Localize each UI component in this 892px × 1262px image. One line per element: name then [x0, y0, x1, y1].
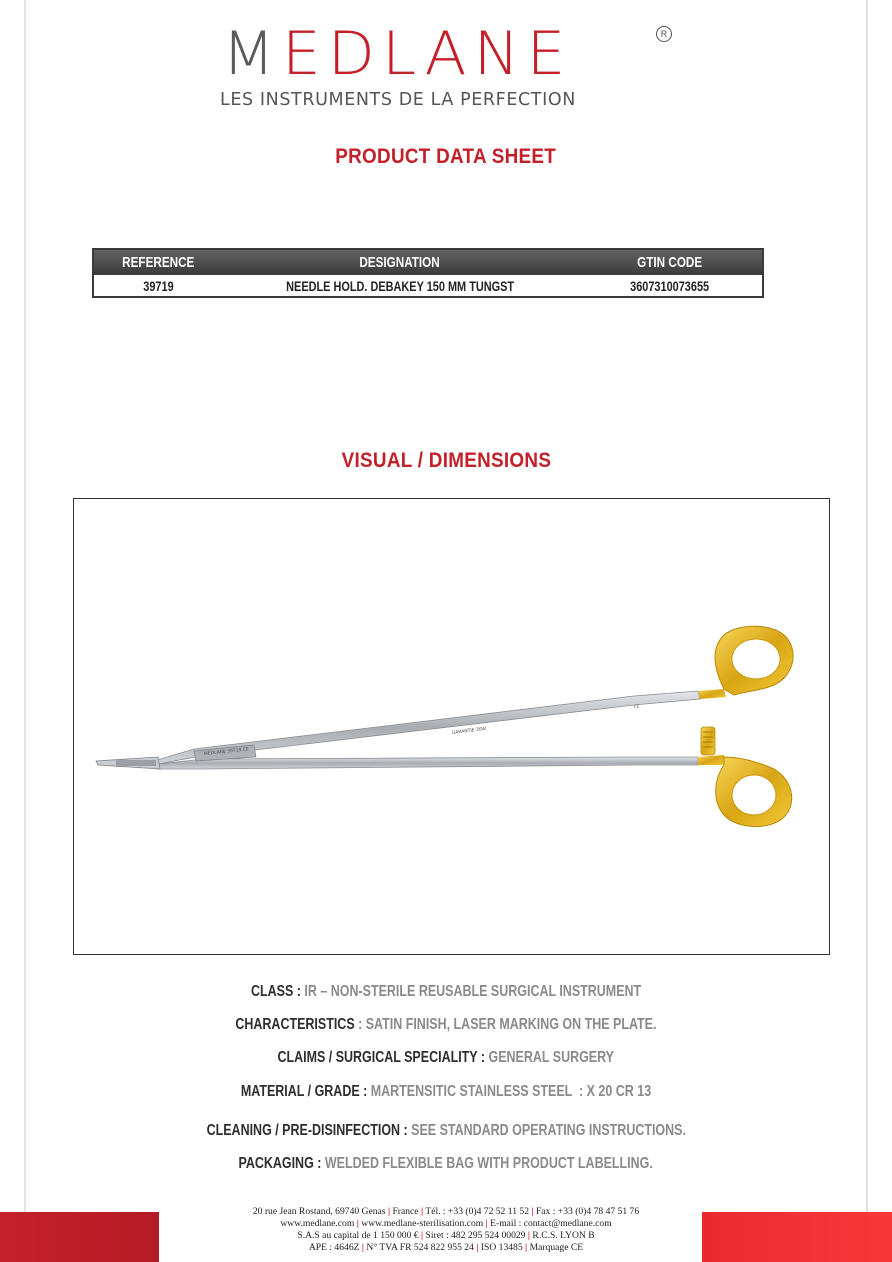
product-visual-frame [73, 498, 830, 955]
footer-legal-line: S.A.S au capital de 1 150 000 € | Siret : 482 295 524 00029 | R.C.S. LYON B [297, 1230, 595, 1241]
medlane-logo [220, 19, 680, 114]
spec-cleaning: CLEANING / PRE-DISINFECTION : SEE STANDARD OPERATING INSTRUCTIONS. [206, 1122, 686, 1139]
logo-wordmark-text: MEDLANE [222, 19, 573, 89]
visual-dimensions-title: VISUAL / DIMENSIONS [341, 449, 551, 472]
left-margin-line [24, 0, 26, 1262]
header-gtin-code: GTIN CODE [577, 249, 763, 275]
lower-jaw-arm [156, 757, 698, 769]
footer-web-line: www.medlane.com | www.medlane-sterilisation.com | E-mail : contact@medlane.com [280, 1218, 612, 1229]
laser-marking: MEDLANE 39719 CE [203, 747, 250, 757]
cell-gtin-code: 3607310073655 [629, 277, 709, 294]
cell-designation: NEEDLE HOLD. DEBAKEY 150 MM TUNGST [286, 277, 514, 294]
lower-ring-opening [732, 775, 776, 815]
sterilisation-website-link[interactable]: www.medlane-sterilisation.com [361, 1218, 484, 1229]
company-footer [0, 1206, 892, 1254]
cell-reference: 39719 [143, 277, 174, 294]
footer-address-line: 20 rue Jean Rostand, 69740 Genas | France | Tél. : +33 (0)4 72 52 11 52 | Fax : +33 (0)4 78 47 51 76 [252, 1206, 640, 1217]
spec-material: MATERIAL / GRADE : MARTENSITIC STAINLESS STEEL : X 20 CR 13 [240, 1083, 652, 1100]
registered-mark: R [656, 26, 672, 42]
spec-packaging: PACKAGING : WELDED FLEXIBLE BAG WITH PRODUCT LABELLING. [238, 1155, 654, 1172]
website-link[interactable]: www.medlane.com [280, 1218, 355, 1229]
ratchet-lock [701, 727, 715, 755]
product-reference-table [92, 248, 764, 298]
footer-certification-line: APE : 4646Z | N° TVA FR 524 822 955 24 | ISO 13485 | Marquage CE [308, 1242, 584, 1253]
tungsten-insert [116, 760, 156, 766]
tagline: LES INSTRUMENTS DE LA PERFECTION [220, 90, 576, 110]
ce-marking: CE [633, 703, 640, 709]
header-reference: REFERENCE [93, 249, 223, 275]
spec-characteristics: CHARACTERISTICS : SATIN FINISH, LASER MARKING ON THE PLATE. [235, 1016, 657, 1033]
table-header-row [93, 249, 763, 275]
table-row [93, 275, 763, 297]
upper-ring-opening [732, 639, 780, 679]
spec-claims: CLAIMS / SURGICAL SPECIALITY : GENERAL SURGERY [277, 1049, 615, 1066]
lower-gold-shank [698, 755, 724, 765]
header-designation: DESIGNATION [223, 249, 577, 275]
product-data-sheet-title: PRODUCT DATA SHEET [335, 145, 557, 168]
email-link[interactable]: E-mail : contact@medlane.com [490, 1218, 612, 1229]
needle-holder-illustration [74, 499, 831, 956]
upper-gold-shank [698, 689, 726, 699]
guarantee-marking: GARANTIE 30W [451, 726, 487, 736]
logo-wordmark [222, 19, 573, 89]
right-margin-line [866, 0, 868, 1262]
spec-class: CLASS : IR – NON-STERILE REUSABLE SURGICAL INSTRUMENT [250, 983, 642, 1000]
